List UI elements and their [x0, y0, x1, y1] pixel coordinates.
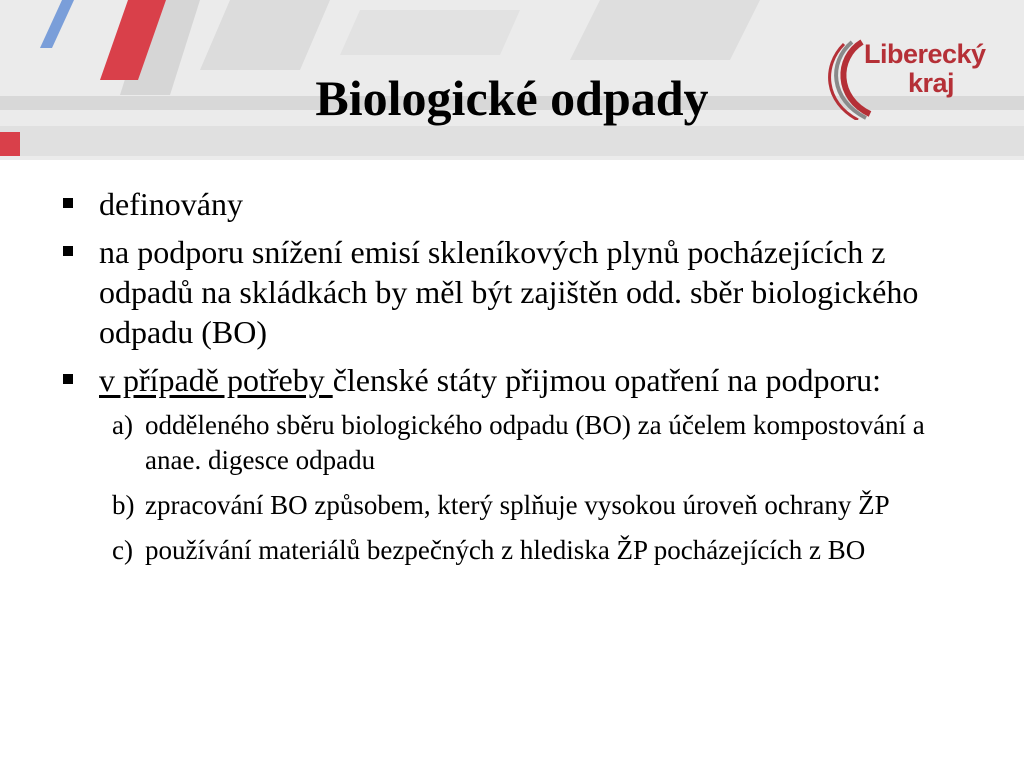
slide-body — [0, 184, 1024, 578]
underlined-phrase: v případě potřeby — [99, 362, 333, 398]
logo-line1: Liberecký — [864, 39, 986, 69]
sub-item — [112, 533, 935, 568]
sub-item — [112, 408, 935, 478]
liberecky-kraj-logo — [822, 36, 992, 120]
bullet-text: členské státy přijmou opatření na podporu: — [332, 362, 882, 398]
sub-item-marker: c) — [112, 535, 133, 565]
sub-item-text: odděleného sběru biologického odpadu (BO) za účelem kompostování a anae. digesce odpadu — [145, 410, 925, 475]
slide-header — [0, 0, 1024, 160]
bullet-text: definovány — [99, 186, 243, 222]
logo-line2: kraj — [908, 68, 955, 98]
bullet-item — [99, 232, 959, 352]
sub-item-text: používání materiálů bezpečných z hlediska ŽP pocházejících z BO — [145, 535, 866, 565]
sub-item-marker: a) — [112, 410, 133, 440]
logo-text — [864, 40, 986, 98]
sub-item — [112, 488, 935, 523]
bullet-text: na podporu snížení emisí skleníkových plynů pocházejících z odpadů na skládkách by měl být zajištěn odd. sběr biologického odpadu (BO) — [99, 234, 919, 350]
red-corner-mark — [0, 132, 20, 156]
square-bullet-icon — [63, 246, 73, 256]
sub-item-marker: b) — [112, 490, 135, 520]
bullet-item — [99, 360, 959, 400]
square-bullet-icon — [63, 374, 73, 384]
sub-item-text: zpracování BO způsobem, který splňuje vysokou úroveň ochrany ŽP — [145, 490, 890, 520]
slide-title: Biologické odpady — [315, 70, 709, 126]
bullet-item — [99, 184, 959, 224]
square-bullet-icon — [63, 198, 73, 208]
